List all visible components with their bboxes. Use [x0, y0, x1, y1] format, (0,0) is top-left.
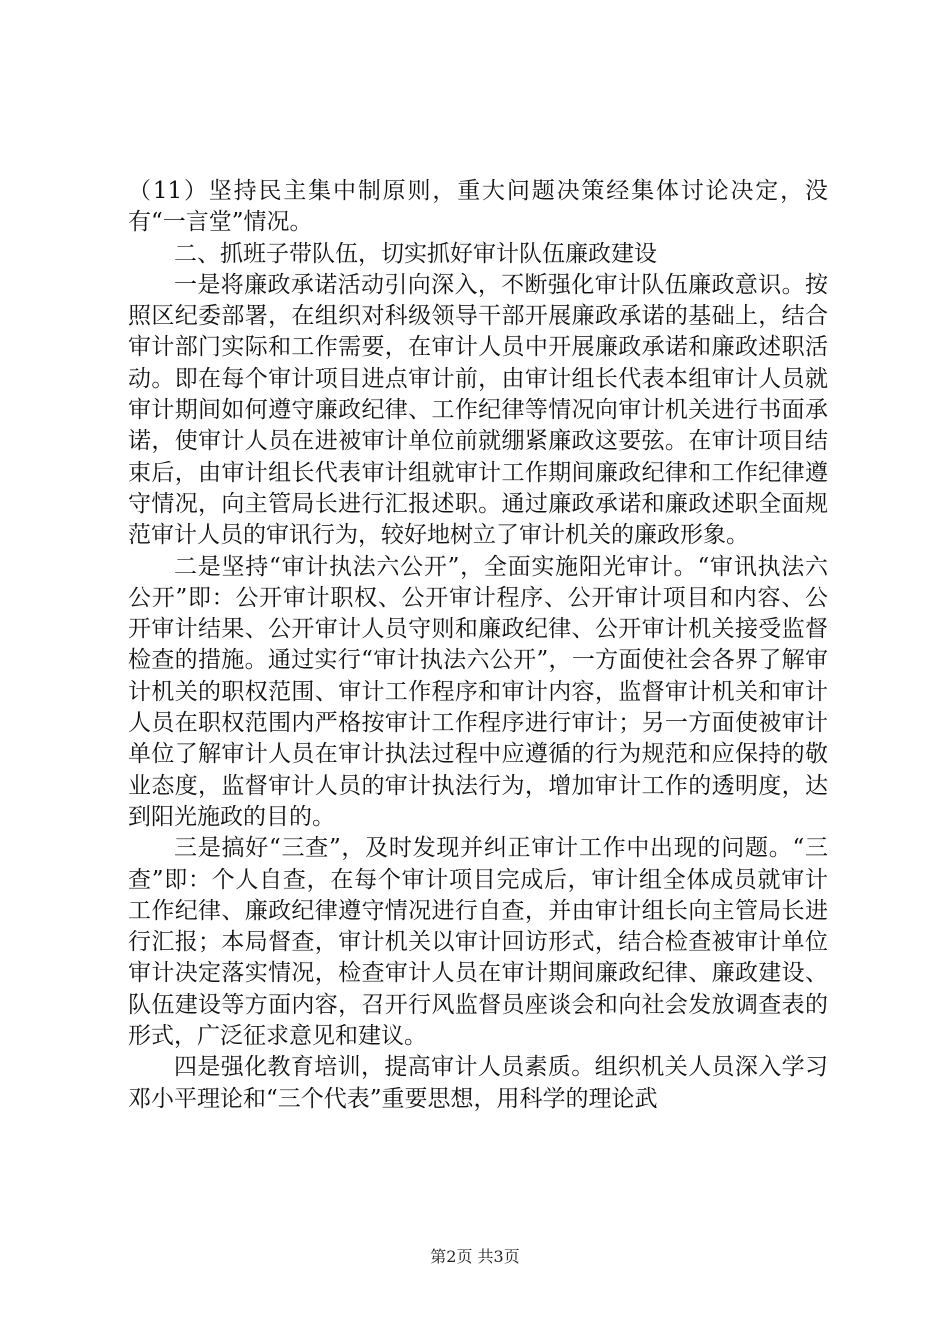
section-heading: 二、抓班子带队伍，切实抓好审计队伍廉政建设	[174, 240, 657, 267]
document-body	[128, 176, 828, 1115]
page-number-footer: 第2页 共3页	[430, 1247, 520, 1266]
paragraph-three-checks: 三是搞好“三查”，及时发现并纠正审计工作中出现的问题。“三查”即：个人自查，在每个审计项目完成后，审计组全体成员就审计工作纪律、廉政纪律遵守情况进行自查，并由审计组长向主管局长进行汇报；本局督查，审计机关以审计回访形式，结合检查被审计单位审计决定落实情况，检查审计人员在审计期间廉政纪律、廉政建设、队伍建设等方面内容，召开行风监督员座谈会和向社会发放调查表的形式，广泛征求意见和建议。	[128, 835, 828, 1050]
paragraph-six-disclosures: 二是坚持“审计执法六公开”，全面实施阳光审计。“审讯执法六公开”即：公开审计职权、公开审计程序、公开审计项目和内容、公开审计结果、公开审计人员守则和廉政纪律、公开审计机关接受监督检查的措施。通过实行“审计执法六公开”，一方面使社会各界了解审计机关的职权范围、审计工作程序和审计内容，监督审计机关和审计人员在职权范围内严格按审计工作程序进行审计；另一方面使被审计单位了解审计人员在审计执法过程中应遵循的行为规范和应保持的敬业态度，监督审计人员的审计执法行为，增加审计工作的透明度，达到阳光施政的目的。	[128, 553, 828, 830]
paragraph-item-11: （11）坚持民主集中制原则，重大问题决策经集体讨论决定，没有“一言堂”情况。	[128, 178, 828, 236]
paragraph-training: 四是强化教育培训，提高审计人员素质。组织机关人员深入学习邓小平理论和“三个代表”重要思想，用科学的理论武	[128, 1054, 828, 1112]
paragraph-integrity-commitment: 一是将廉政承诺活动引向深入，不断强化审计队伍廉政意识。按照区纪委部署，在组织对科级领导干部开展廉政承诺的基础上，结合审计部门实际和工作需要，在审计人员中开展廉政承诺和廉政述职活动。即在每个审计项目进点审计前，由审计组长代表本组审计人员就审计期间如何遵守廉政纪律、工作纪律等情况向审计机关进行书面承诺，使审计人员在进被审计单位前就绷紧廉政这要弦。在审计项目结束后，由审计组长代表审计组就审计工作期间廉政纪律和工作纪律遵守情况，向主管局长进行汇报述职。通过廉政承诺和廉政述职全面规范审计人员的审讯行为，较好地树立了审计机关的廉政形象。	[128, 271, 828, 549]
